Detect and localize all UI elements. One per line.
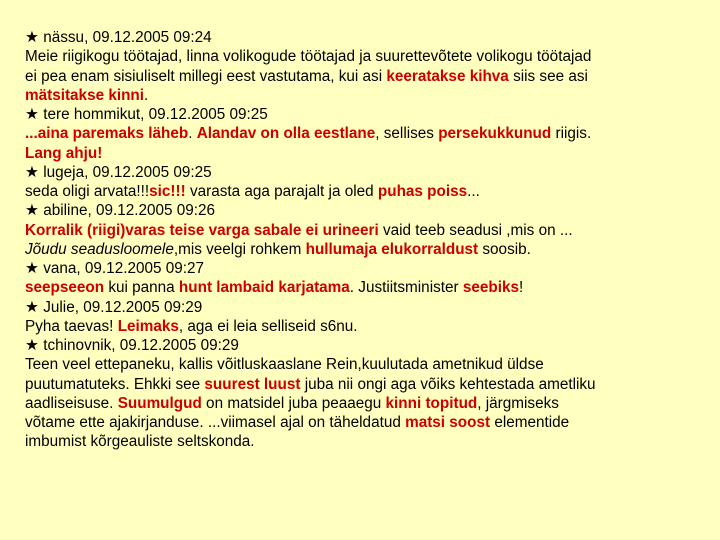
comment-text: . Justiitsminister [349,279,463,297]
comment-text-line [25,355,715,374]
comment-text: Teen veel ettepaneku, kallis võitluskaaslane Rein,kuulutada ametnikud üldse [25,356,544,374]
comment-header [25,163,715,182]
highlighted-term: hunt lambaid karjatama [178,279,350,297]
comment-text: riigis. [551,125,592,143]
comment-text: imbumist kõrgeauliste seltskonda. [25,433,255,451]
highlighted-term: Leimaks [117,317,179,335]
highlighted-term: sic!!! [149,183,186,200]
comment [25,28,715,105]
comment-author-time: lugeja, 09.12.2005 09:25 [39,163,212,181]
highlighted-term: hullumaja elukorraldust [305,240,479,258]
comment-text: varasta aga parajalt ja oled [185,183,378,200]
comment-text-line [25,240,715,259]
comment-text: , järgmiseks [477,394,559,412]
star-icon: ★ [25,260,39,277]
highlighted-term: puhas poiss [377,183,468,200]
comment-text: aadliseisuse. [25,394,118,412]
comment [25,336,715,452]
comment-text: , aga ei leia selliseid s6nu. [178,317,358,335]
highlighted-term: seepseeon [25,279,105,297]
star-icon: ★ [25,163,39,181]
comment-text: soosib. [478,240,531,258]
comment-text: Meie riigikogu töötajad, linna volikogude töötajad ja suurettevõtete volikogu töötajad [25,48,592,66]
comment-text-line [25,124,715,143]
highlighted-term: matsi soost [405,414,491,431]
comment-author-time: abiline, 09.12.2005 09:26 [39,202,216,220]
star-icon: ★ [25,202,39,220]
comment-text: ei pea enam sisiuliselt millegi eest vastutama, kui asi [25,67,387,85]
comment-text-line [25,394,715,413]
comment [25,105,715,163]
highlighted-term: mätsitakse kinni [25,86,145,104]
comment [25,201,715,259]
comment-text-line [25,317,715,336]
comment-text-line [25,375,715,394]
comment-text: . [144,86,149,104]
comment-text: ... [467,183,480,200]
comment-text-line [25,278,715,297]
comment-text-line [25,67,715,86]
comment-text: ,mis veelgi rohkem [173,240,306,258]
highlighted-term: Alandav on olla eestlane [196,125,376,143]
comment-text-line [25,182,715,201]
comment-text: , sellises [375,125,439,143]
comment-text-line [25,144,715,163]
highlighted-term: Lang ahju! [25,144,103,162]
comment-text: seda oligi arvata!!! [25,183,150,200]
comment-author-time: vana, 09.12.2005 09:27 [39,260,205,277]
highlighted-term: keeratakse kihva [386,67,509,85]
comment-text-line [25,413,715,432]
comment-text: . [188,125,197,143]
comment-text: juba nii ongi aga võiks kehtestada ametliku [300,375,596,393]
comment-text-line [25,432,715,451]
comment-author-time: tchinovnik, 09.12.2005 09:29 [39,337,239,354]
comment-header [25,105,715,124]
comment-text: Pyha taevas! [25,317,118,335]
comment-author-time: nässu, 09.12.2005 09:24 [39,29,212,46]
highlighted-term: ...aina paremaks läheb [25,125,189,143]
comment-header [25,28,715,47]
comment-header [25,336,715,355]
comment-text: elementide [490,414,570,431]
comment-text-line [25,86,715,105]
star-icon: ★ [25,298,39,316]
comment-text: on matsidel juba peaaegu [201,394,386,412]
comment [25,298,715,337]
highlighted-term: kinni topitud [385,394,478,412]
comment [25,163,715,202]
comment-text: puutumatuteks. Ehkki see [25,375,205,393]
highlighted-term: seebiks [462,279,519,297]
star-icon: ★ [25,106,39,123]
comment-header [25,259,715,278]
highlighted-term: Korralik (riigi)varas teise varga sabale ei urineeri [25,221,379,239]
comment-text-line [25,47,715,66]
italic-text: Jõudu seadusloomele [25,240,174,258]
star-icon: ★ [25,29,39,46]
comment-text: vaid teeb seadusi ,mis on ... [378,221,573,239]
comment-header [25,298,715,317]
comment-author-time: tere hommikut, 09.12.2005 09:25 [39,106,268,123]
comment-author-time: Julie, 09.12.2005 09:29 [39,298,203,316]
comment-text: siis see asi [508,67,588,85]
highlighted-term: suurest luust [204,375,301,393]
comment-text: ! [518,279,524,297]
highlighted-term: Suumulgud [117,394,202,412]
comment [25,259,715,298]
star-icon: ★ [25,337,39,354]
comment-header [25,201,715,220]
comment-text: kui panna [104,279,179,297]
comment-text-line [25,221,715,240]
comment-text: võtame ette ajakirjanduse. ...viimasel ajal on täheldatud [25,414,406,431]
highlighted-term: persekukkunud [438,125,552,143]
